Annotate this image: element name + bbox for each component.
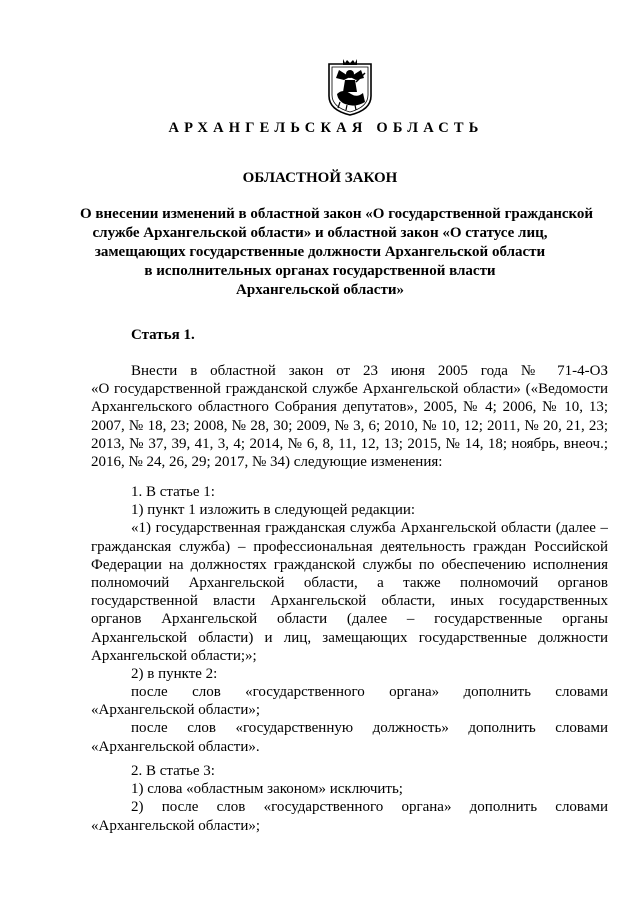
law-title-line: Архангельской области» [236, 282, 404, 298]
text-line: «Архангельской области»; [91, 702, 261, 719]
text-line: 1. В статье 1: [131, 484, 215, 500]
text-line: после слов «государственного органа» дополнить словами [131, 684, 608, 701]
section-2-paragraph [91, 762, 608, 835]
text-line: Архангельской области;»; [91, 647, 257, 664]
text-line: гражданская служба) – профессиональная деятельность граждан Российской [91, 538, 608, 555]
law-title-line: в исполнительных органах государственной власти [144, 263, 496, 279]
text-line: Архангельского областного Собрания депутатов», 2005, № 4; 2006, № 10, 13; [91, 399, 608, 416]
coat-of-arms-emblem [325, 58, 375, 116]
text-line: Архангельской области) и лиц, замещающих государственные должности [91, 629, 608, 646]
law-title [80, 205, 594, 300]
text-line: 1) пункт 1 изложить в следующей редакции: [131, 502, 416, 519]
text-line: органов Архангельской области (далее – государственные органы [91, 611, 608, 628]
text-line: государственной власти Архангельской области, иных государственных [91, 593, 608, 610]
intro-paragraph [91, 362, 608, 471]
text-line: «Архангельской области»; [91, 817, 261, 834]
text-line: 2013, № 37, 39, 41, 3, 4; 2014, № 6, 8, 11, 12, 13; 2015, № 14, 18; ноябрь, внеоч.; [91, 435, 608, 452]
text-line: Внести в областной закон от 23 июня 2005 года № 71-4-ОЗ [131, 363, 608, 379]
text-line: полномочий Архангельской области, а также полномочий органов [91, 574, 608, 591]
text-line: 2) в пункте 2: [131, 665, 218, 682]
text-line: 2007, № 18, 23; 2008, № 28, 30; 2009, № 3, 6; 2010, № 10, 12; 2011, № 20, 21, 23; [91, 417, 608, 434]
coat-of-arms-icon [325, 58, 375, 116]
section-1-paragraph [91, 483, 608, 756]
text-line: 1) слова «областным законом» исключить; [131, 781, 403, 798]
document-type: ОБЛАСТНОЙ ЗАКОН [242, 170, 398, 186]
law-title-line: О внесении изменений в областной закон «О государственной гражданской [80, 206, 594, 222]
text-line: «О государственной гражданской службе Архангельской области» («Ведомости [91, 381, 608, 398]
law-title-line: замещающих государственные должности Архангельской области [94, 244, 546, 260]
region-name: АРХАНГЕЛЬСКАЯ ОБЛАСТЬ [168, 120, 484, 136]
text-line: «1) государственная гражданская служба Архангельской области (далее – [131, 520, 608, 537]
text-line: 2. В статье 3: [131, 763, 215, 779]
text-line: 2) после слов «государственного органа» дополнить словами [131, 799, 608, 816]
article-heading: Статья 1. [131, 327, 195, 343]
law-title-line: службе Архангельской области» и областной закон «О статусе лиц, [92, 225, 548, 241]
text-line: Федерации на должностях гражданской службы по обеспечению исполнения [91, 556, 608, 573]
text-line: 2016, № 24, 26, 29; 2017, № 34) следующие изменения: [91, 453, 443, 470]
text-line: «Архангельской области». [91, 738, 260, 755]
text-line: после слов «государственную должность» дополнить словами [131, 720, 608, 737]
